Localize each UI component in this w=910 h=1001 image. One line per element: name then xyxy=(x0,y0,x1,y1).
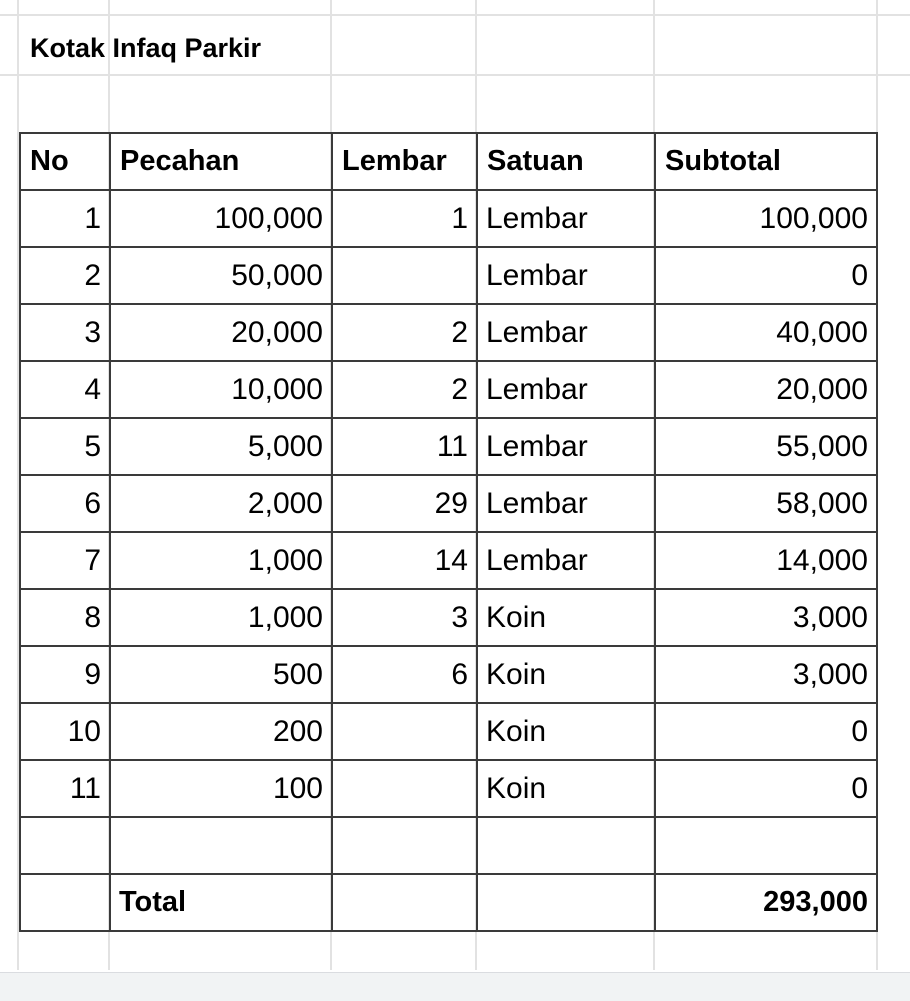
cell-pecahan[interactable]: 1,000 xyxy=(110,589,332,646)
cell-no[interactable]: 5 xyxy=(20,418,110,475)
cell-no[interactable]: 6 xyxy=(20,475,110,532)
cell-satuan[interactable]: Koin xyxy=(477,703,655,760)
header-cell-pecahan[interactable]: Pecahan xyxy=(110,133,332,190)
cell-satuan[interactable]: Lembar xyxy=(477,418,655,475)
table-row xyxy=(20,475,877,532)
cell-lembar[interactable]: 29 xyxy=(332,475,477,532)
cell-pecahan[interactable]: 20,000 xyxy=(110,304,332,361)
cell-lembar[interactable]: 3 xyxy=(332,589,477,646)
cell-subtotal[interactable]: 20,000 xyxy=(655,361,877,418)
cell-pecahan[interactable]: 100,000 xyxy=(110,190,332,247)
cell-no[interactable]: 11 xyxy=(20,760,110,817)
table-row xyxy=(20,190,877,247)
cell-subtotal[interactable]: 3,000 xyxy=(655,589,877,646)
cell-pecahan[interactable]: 10,000 xyxy=(110,361,332,418)
empty-cell[interactable] xyxy=(332,874,477,931)
cell-lembar[interactable] xyxy=(332,247,477,304)
cell-lembar[interactable]: 2 xyxy=(332,361,477,418)
cell-pecahan[interactable]: 500 xyxy=(110,646,332,703)
cell-satuan[interactable]: Lembar xyxy=(477,475,655,532)
cell-subtotal[interactable]: 3,000 xyxy=(655,646,877,703)
table-row xyxy=(20,532,877,589)
header-cell-no[interactable]: No xyxy=(20,133,110,190)
infaq-table xyxy=(19,132,878,932)
header-cell-satuan[interactable]: Satuan xyxy=(477,133,655,190)
cell-lembar[interactable]: 2 xyxy=(332,304,477,361)
cell-subtotal[interactable]: 100,000 xyxy=(655,190,877,247)
sheet-bottom-bar xyxy=(0,972,910,1001)
total-value-cell[interactable]: 293,000 xyxy=(655,874,877,931)
empty-cell[interactable] xyxy=(477,874,655,931)
cell-satuan[interactable]: Lembar xyxy=(477,532,655,589)
cell-no[interactable]: 10 xyxy=(20,703,110,760)
cell-pecahan[interactable]: 100 xyxy=(110,760,332,817)
empty-cell[interactable] xyxy=(110,817,332,874)
cell-pecahan[interactable]: 50,000 xyxy=(110,247,332,304)
cell-satuan[interactable]: Koin xyxy=(477,589,655,646)
total-row xyxy=(20,874,877,931)
table-row xyxy=(20,760,877,817)
cell-no[interactable]: 1 xyxy=(20,190,110,247)
table-row xyxy=(20,646,877,703)
header-row xyxy=(20,133,877,190)
header-cell-subtotal[interactable]: Subtotal xyxy=(655,133,877,190)
cell-satuan[interactable]: Koin xyxy=(477,646,655,703)
grid-row-line xyxy=(0,14,910,16)
empty-cell[interactable] xyxy=(20,817,110,874)
cell-satuan[interactable]: Lembar xyxy=(477,190,655,247)
grid-row-line xyxy=(0,74,910,76)
table-row xyxy=(20,247,877,304)
cell-subtotal[interactable]: 58,000 xyxy=(655,475,877,532)
cell-lembar[interactable] xyxy=(332,760,477,817)
cell-pecahan[interactable]: 5,000 xyxy=(110,418,332,475)
cell-no[interactable]: 9 xyxy=(20,646,110,703)
cell-subtotal[interactable]: 40,000 xyxy=(655,304,877,361)
cell-lembar[interactable]: 1 xyxy=(332,190,477,247)
empty-cell[interactable] xyxy=(20,874,110,931)
cell-satuan[interactable]: Koin xyxy=(477,760,655,817)
table-row xyxy=(20,361,877,418)
cell-subtotal[interactable]: 14,000 xyxy=(655,532,877,589)
cell-satuan[interactable]: Lembar xyxy=(477,304,655,361)
cell-pecahan[interactable]: 1,000 xyxy=(110,532,332,589)
cell-subtotal[interactable]: 0 xyxy=(655,247,877,304)
empty-row xyxy=(20,817,877,874)
cell-subtotal[interactable]: 0 xyxy=(655,703,877,760)
cell-lembar[interactable]: 6 xyxy=(332,646,477,703)
cell-pecahan[interactable]: 2,000 xyxy=(110,475,332,532)
cell-no[interactable]: 2 xyxy=(20,247,110,304)
cell-pecahan[interactable]: 200 xyxy=(110,703,332,760)
empty-cell[interactable] xyxy=(332,817,477,874)
cell-satuan[interactable]: Lembar xyxy=(477,361,655,418)
table-row xyxy=(20,418,877,475)
cell-no[interactable]: 8 xyxy=(20,589,110,646)
sheet-title-cell[interactable]: Kotak Infaq Parkir xyxy=(30,33,262,63)
cell-subtotal[interactable]: 0 xyxy=(655,760,877,817)
cell-subtotal[interactable]: 55,000 xyxy=(655,418,877,475)
cell-lembar[interactable] xyxy=(332,703,477,760)
cell-no[interactable]: 3 xyxy=(20,304,110,361)
cell-lembar[interactable]: 11 xyxy=(332,418,477,475)
total-label-cell[interactable]: Total xyxy=(110,874,332,931)
cell-satuan[interactable]: Lembar xyxy=(477,247,655,304)
table-row xyxy=(20,589,877,646)
table-row xyxy=(20,304,877,361)
cell-no[interactable]: 7 xyxy=(20,532,110,589)
header-cell-lembar[interactable]: Lembar xyxy=(332,133,477,190)
table-row xyxy=(20,703,877,760)
empty-cell[interactable] xyxy=(477,817,655,874)
empty-cell[interactable] xyxy=(655,817,877,874)
cell-no[interactable]: 4 xyxy=(20,361,110,418)
cell-lembar[interactable]: 14 xyxy=(332,532,477,589)
